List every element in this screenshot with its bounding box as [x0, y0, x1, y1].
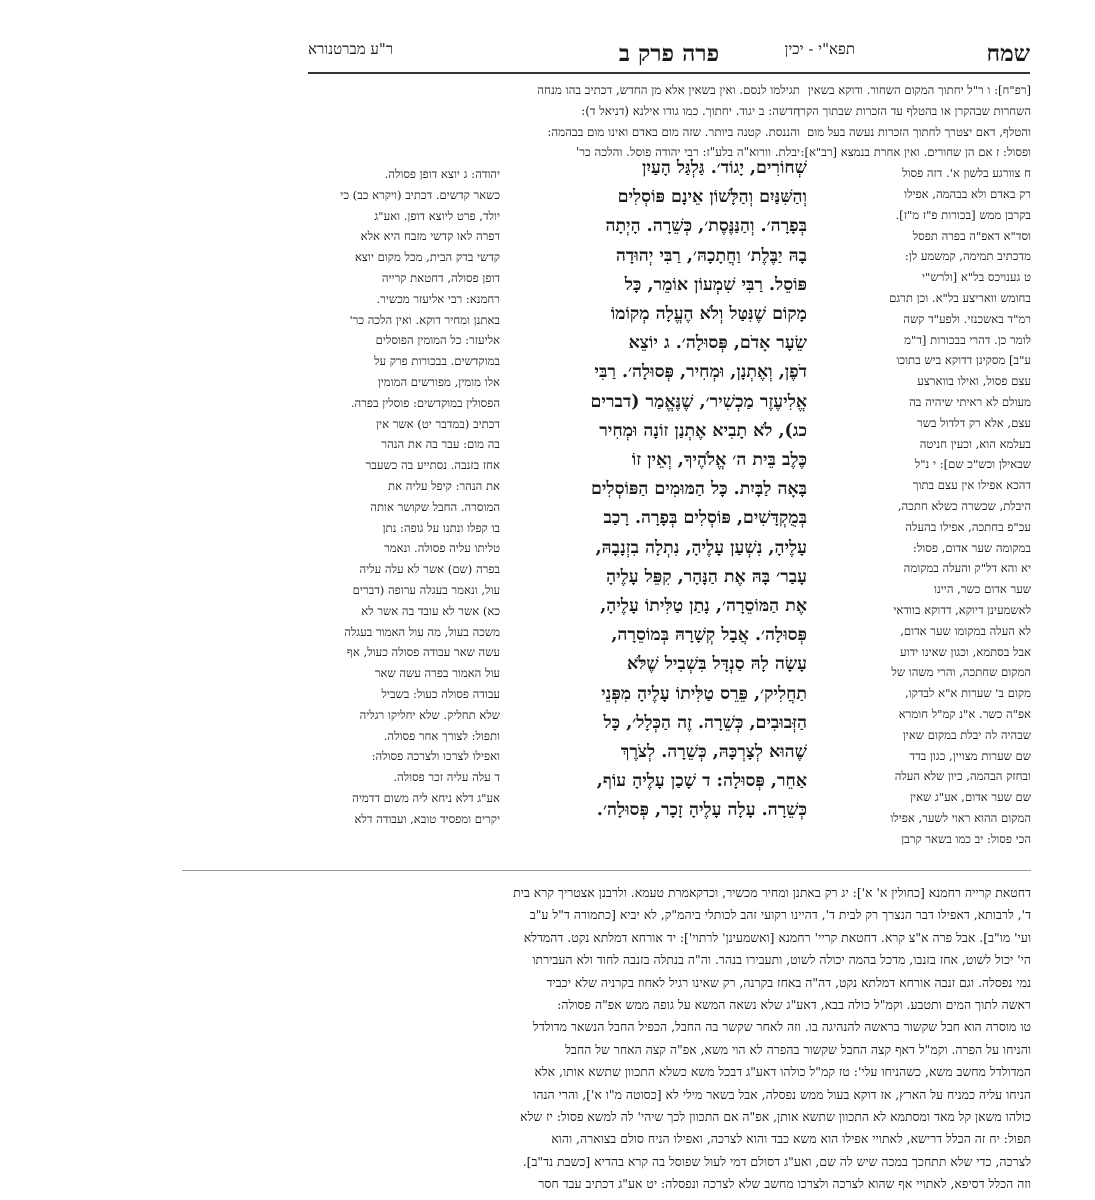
commentary-line: עבודה פסולה כעול: בשביל — [381, 686, 500, 701]
commentary-line: שלא תחליק. שלא יחליקו רגליה — [359, 707, 500, 722]
bartenura-commentary — [308, 164, 500, 830]
commentary-line: הניחו עליה כמניח על הארץ, אז דוקא בעול ממש נפסלה, אבל בשאר מילי לא [כסוטה מ"ו א'], והרי הנהו — [533, 1086, 1031, 1102]
commentary-line: באתנן ומחיר דוקא. ואין הלכה כר' — [349, 312, 500, 327]
commentary-line: במקומה שער אדום, פסול: — [912, 540, 1031, 555]
commentary-line: עצם, אלא רק דלדול בשר — [917, 415, 1031, 430]
commentary-line: יקרים ומפסיד טובא, ועבודה דלא — [354, 811, 500, 826]
mishnah-line: שֶׁהוּא לְצָרְכָּהּ, כְּשֵׁרָה. לְצֹרֶךְ — [620, 742, 807, 763]
commentary-line: וסד"א דאפ"ה בפרה תפסל — [912, 228, 1031, 243]
commentary-line: היבלת, שכשרה כשלא חתכה, — [897, 498, 1031, 513]
header-title: שמח — [986, 40, 1030, 67]
commentary-line: את הנהר: קיפל עליה את — [388, 478, 500, 493]
commentary-line: אפ"ה כשר. א"נ קמ"ל חומרא — [898, 706, 1031, 721]
mishnah-line: עָשָׂה לָהּ סַנְדָּל בִּשְׁבִיל שֶׁלֹּא — [627, 654, 807, 675]
commentary-line: ובחזק הבהמה, כיון שלא העלה — [894, 769, 1031, 784]
commentary-line: ד', לרבותא, דאפילו דבר הנצרך רק לבית ד', דהיינו רקועי זהב לכותלי ביהמ"ק, לא יביא [כתמורה ד"ל ע"ב — [529, 907, 1031, 923]
commentary-line: לא העלה במקומו שער אדום, — [900, 623, 1031, 638]
commentary-line: אלו מומין, מפורשים המומין — [377, 374, 500, 389]
commentary-line: טליתו עליה פסולה. ונאמר — [384, 541, 500, 556]
tiferet-yisrael-commentary-bottom — [182, 882, 1031, 1196]
commentary-line: משכה בעול, מה עול האמור בעגלה — [344, 624, 500, 639]
header-commentary-name: ר"ע מברטנורא — [308, 40, 394, 58]
commentary-line: השחרות שבהקרן או בהטלף עד הזכרות שבתוך הקרן — [797, 103, 1031, 118]
commentary-line: תפול: יח זה הכלל דרישא, לאתויי אפילו הוא משא כבד והוא לצרכה, ואפילו הניח סולם בצוארה, והוא — [551, 1131, 1031, 1147]
header-rule — [308, 72, 1030, 74]
commentary-line: מעולם לא ראיתי שיהיה בה — [909, 394, 1031, 409]
commentary-line: לאשמעינן דיוקא, דדוקא בוודאי — [893, 602, 1031, 617]
commentary-line: מקום ב' שערות א"א לבדקו, — [905, 686, 1031, 701]
commentary-line: ועי' מו"ב]. אבל פרה א"צ קרא. דחטאת קריי' רחמנא [ואשמעינן' לרתוי']: יד אורחא דמלתא נקט. דהמדלא — [523, 929, 1031, 945]
commentary-line: דפרה לאו קדשי מזבח היא אלא — [360, 229, 500, 244]
commentary-line: כשאר קדשים. דכתיב (ויקרא כב) כי — [340, 187, 500, 202]
commentary-line: דופן פסולה, דחטאת קרייה — [381, 270, 500, 285]
commentary-line: ראשה לתוך המים ותטבע. וקמ"ל כולה בבא, דאע"ג שלא נשאה המשא על גופה ממש אפ"ה פסולה: — [557, 997, 1031, 1013]
commentary-line: המקום שחתכה, והרי משהו של — [891, 665, 1031, 680]
commentary-line: בה מום: עבר בה את הנהר — [381, 437, 500, 452]
commentary-line: נמי נפסלה. וגם זנבה אורחא דמלתא נקט, דה"ה באחז בקרנה, רק שאינו רגיל לאחוז בקרניה שלא יכביד — [546, 974, 1031, 990]
commentary-line: המוסרה. החבל שקושר אותה — [370, 499, 500, 514]
commentary-line: כולהו משאן קל מאד ומסתמא לא התכוון שתשא אותן, אפ"ה אם התכוון לכך שיהי' לה למשא פסול: יז שלא — [520, 1109, 1031, 1125]
bartenura-commentary-top — [308, 80, 800, 163]
mishnah-line: מָקוֹם שֶׁנִּטַּל וְלֹא הֶעֱלָה מְקוֹמוֹ — [610, 304, 807, 325]
mishnah-line: שְׁחוֹרִים, יָגוֹד׳. גַּלְגַּל הָעַיִן — [642, 158, 807, 178]
commentary-line: במוקדשים. בבכורות פרק על — [374, 354, 500, 369]
commentary-line: ט גענויכס בל"א [ולרש"י — [922, 270, 1031, 285]
mishnah-line: אֱלִיעֶזֶר מַכְשִׁיר׳, שֶׁנֶּאֱמַר (דברים — [590, 391, 807, 412]
commentary-line: שבאילן וכש"כ שם]: י נ"ל — [914, 457, 1031, 472]
commentary-line: עול, ונאמר בעגלה ערופה (דברים — [352, 582, 500, 597]
mishnah-line: כג), לֹא תָבִיא אֶתְנַן זוֹנָה וּמְחִיר — [599, 420, 807, 441]
commentary-line: שבהיה לה יבלת במקום שאין — [902, 727, 1031, 742]
header-chapter-title: פרה פרק ב — [618, 40, 720, 67]
mishnah-line: שֵׂעָר אָדֹם, פְּסוּלָה׳. ג יוֹצֵא — [628, 333, 807, 354]
commentary-line: והניחו על הפרה. וקמ"ל דאף קצה החבל שקשור בהפרה לא הוי משא, אפ"ה קצה האחר של החבל — [565, 1041, 1031, 1057]
commentary-line: דכתיב (במדבר יט) אשר אין — [376, 416, 500, 431]
commentary-line: וזה הכלל דסיפא, לאתויי אף שהוא לצרכה ולצרכו מחשב שלא לצרכה ונפסלה: יט אע"ג דכתיב עבד חסר — [538, 1176, 1031, 1192]
commentary-line: עצם פסול, ואילו בווארצע — [917, 374, 1031, 389]
page-header — [308, 36, 1030, 70]
mishnah-line: הַזְּבוּבִים, כְּשֵׁרָה. זֶה הַכְּלָל׳, כָּל — [603, 712, 807, 733]
commentary-line: [רפ"ח]: ו ר"ל יחתוך המקום השחור. ודוקא בשאין — [807, 83, 1031, 97]
commentary-line: בקרבן ממש [בכורות פ"ז מ"ז]. — [895, 207, 1031, 222]
commentary-line: יולד, פרט ליוצא דופן. ואע"ג — [374, 208, 500, 223]
commentary-line: עשה שאר עבודה פסולה כעול, אף — [346, 645, 500, 660]
commentary-line: אבל בסתמא, וכגון שאינו ידוע — [900, 644, 1031, 659]
tiferet-yisrael-commentary — [797, 80, 1031, 849]
commentary-line: בפרה (שם) אשר לא עלה עליה — [359, 562, 500, 577]
commentary-line: עכ"פ בחתכה, אפילו בהעלה — [905, 519, 1031, 534]
commentary-line: בו קפלו ונתנו על גופה: נתן — [382, 520, 500, 535]
mishnah-line: תַחֲלִיק׳, פֵּרֵס טַלִּיתוֹ עָלֶיהָ מִפְּנֵי — [601, 683, 807, 704]
mishnah-text — [517, 154, 807, 826]
commentary-line: כא) אשר לא עובד בה אשר לא — [361, 603, 500, 618]
commentary-line: המקום ההוא ראוי לשער, אפילו — [890, 810, 1031, 825]
commentary-line: ופסול: ז אם הן שחורים. ואין אחרת בנמצא [רב"א]: — [800, 145, 1031, 160]
mishnah-line: כֶּלֶב בֵּית ה׳ אֱלֹהֶיךָ, וְאֵין זוֹ — [631, 450, 807, 471]
commentary-line: ד עלה עליה זכר פסולה. — [393, 770, 500, 785]
commentary-line: קדשי בדק הבית, מכל מקום יוצא — [354, 250, 500, 265]
mishnah-line: בָּאָה לַבָּיִת. כָּל הַמּוּמִים הַפּוֹסְלִים — [591, 479, 807, 500]
commentary-line: רמ"ד באשכנזי. ולפע"ד קשה — [903, 311, 1031, 326]
commentary-line: יהודה: ג יוצא דופן פסולה. — [384, 167, 500, 181]
commentary-line: רק באדם ולא בבהמה, אפילו — [904, 186, 1031, 201]
commentary-line: ותפול: לצורך אחר פסולה. — [383, 728, 500, 743]
mishnah-line: אֶת הַמּוֹסֵרָה׳, נָתַן טַלִּיתוֹ עָלֶיהָ, — [600, 596, 807, 617]
commentary-line: רחמנא: רבי אליעזר מכשיר. — [376, 291, 500, 306]
mishnah-line: כְּשֵׁרָה. עָלָה עָלֶיהָ זָכָר, פְּסוּלָה׳. — [596, 800, 807, 821]
commentary-line: אליעזר: כל המומין הפוסלים — [375, 333, 500, 348]
commentary-line: עול האמור בפרה עשה שאר — [374, 666, 500, 681]
commentary-line: דחטאת קרייה רחמנא [כחולין א' א']: יג רק באתנן ומחיר מכשיר, וכדקאמרת טעמא. ולרבנן אצטריך קרא בית — [513, 885, 1031, 900]
commentary-line: דהכא אפילו אין עצם בתוך — [912, 478, 1031, 493]
commentary-line: לצרכה, כדי שלא תתחכך במכה שיש לה שם, ואע"ג דסולם דמי לעול שפוסל בה קרא בהדיא [כשבת נד"ב]. — [522, 1153, 1031, 1169]
mishnah-line: דֹפֶן, וְאֶתְנָן, וּמְחִיר, פְּסוּלָה׳. רַבִּי — [594, 362, 807, 383]
commentary-line: תגילמו לנסם. ואין בשאין אלא מן החדש, דכתיב בהו מנחה — [537, 83, 800, 97]
commentary-line: יא והא דל"ק והעלה במקומה — [903, 561, 1031, 576]
commentary-line: והננסת. קטנה ביותר. שזה מום באדם ואינו מום בבהמה: — [547, 124, 800, 139]
mishnah-line: פּוֹסֵל. רַבִּי שִׁמְעוֹן אוֹמֵר, כָּל — [624, 274, 807, 295]
commentary-line: בחומש וואריצע בל"א. וכן תרגם — [889, 290, 1031, 305]
commentary-line: והטלף, דאם יצטרך לחתוך הזכרות נעשה בעל מום — [807, 124, 1031, 139]
commentary-line: שם שער אדום, אע"ג שאין — [910, 790, 1031, 805]
mishnah-line: בָהּ יַבֶּלֶת׳ וַחֲתָכָהּ׳, רַבִּי יְהוּדָה — [615, 245, 807, 266]
commentary-line: לומר כן. דהרי בבכורות [ד"מ — [904, 332, 1031, 347]
commentary-line: שם שערות מצויין, כגון בדד — [909, 748, 1031, 763]
mishnah-line: עָלֶיהָ, נִשְׁעַן עָלֶיהָ, נִתְלָה בִזְנָבָהּ, — [595, 537, 807, 558]
commentary-line: הכי פסול: יב כמו בשאר קרבן — [901, 831, 1031, 846]
commentary-line: ח צוורגע בלשון א'. דזה פסול — [902, 166, 1031, 181]
mishnah-line: אַחֵר, פְּסוּלָה: ד שָׁכַן עָלֶיהָ עוֹף, — [596, 771, 807, 792]
mishnah-line: עָבַר׳ בָּהּ אֶת הַנָּהָר, קִפֵּל עָלֶיהָ — [606, 566, 807, 587]
commentary-line: טו מוסרה הוא חבל שקשור בראשה להנהיגה בו. וזה לאחר שקשר בה החבל, הכפיל החבל הנשאר מדולדל — [532, 1019, 1031, 1035]
commentary-line: מדכתיב תמימה, קמשמע לן: — [904, 249, 1031, 264]
commentary-line: ואפילו לצרכו ולצרכה פסולה: — [371, 749, 500, 764]
commentary-line: בעלמא הוא, וכעין חניטה — [919, 436, 1031, 451]
commentary-line: המדולדל מחשב משא, כשהניחו עלי': טז קמ"ל כולהו דאע"ג דבכל משא כשלא התכוון שתשא אותו, אלא — [534, 1064, 1031, 1080]
commentary-line: ע"ב] מסקינן דדוקא ביש בתוכו — [896, 353, 1031, 368]
commentary-line: הי' יכול לשוט, אחז בזנבו, מדכל בהמה יכולה לשוט, ותעבירו בנהר. וה"ה בנתלה בזנבה לחוד ולא העבירתו — [532, 952, 1031, 968]
bottom-divider — [182, 870, 1031, 871]
mishnah-line: וְהַשִּׁנַּיִם וְהַלָּשׁוֹן אֵינָם פּוֹסְלִים — [617, 187, 807, 208]
commentary-line: אע"ג דלא ניחא ליה משום דדמיה — [352, 790, 500, 805]
commentary-line: שער אדום כשר, היינו — [934, 582, 1031, 597]
commentary-line: אחז בזנבה. נסתייע בה כשעבר — [365, 458, 500, 473]
mishnah-line: בְּמֻקְדָּשִׁים, פּוֹסְלִים בְּפָרָה. רָכַב — [603, 508, 807, 529]
commentary-line: יבלת. וורוא"ה בלע"ז: רבי יהודה פוסל. והלכה כר' — [576, 145, 800, 160]
commentary-line: הפסולין במוקדשים: פוסלין בפרה. — [350, 395, 500, 410]
header-subtitle: תפא"י - יכין — [784, 40, 855, 58]
commentary-line: חדשה: ב יגוד. יחתוך. כמו גודו אילנא (דניאל ד): — [581, 103, 800, 118]
mishnah-line: בְּפָרָה׳. וְהַנַּנֶּסֶת׳, כְּשֵׁרָה. הָיְתָה — [605, 216, 807, 237]
mishnah-line: פְּסוּלָה׳. אֲבָל קְשָׁרָהּ בְּמוֹסֵרָה, — [611, 625, 807, 646]
